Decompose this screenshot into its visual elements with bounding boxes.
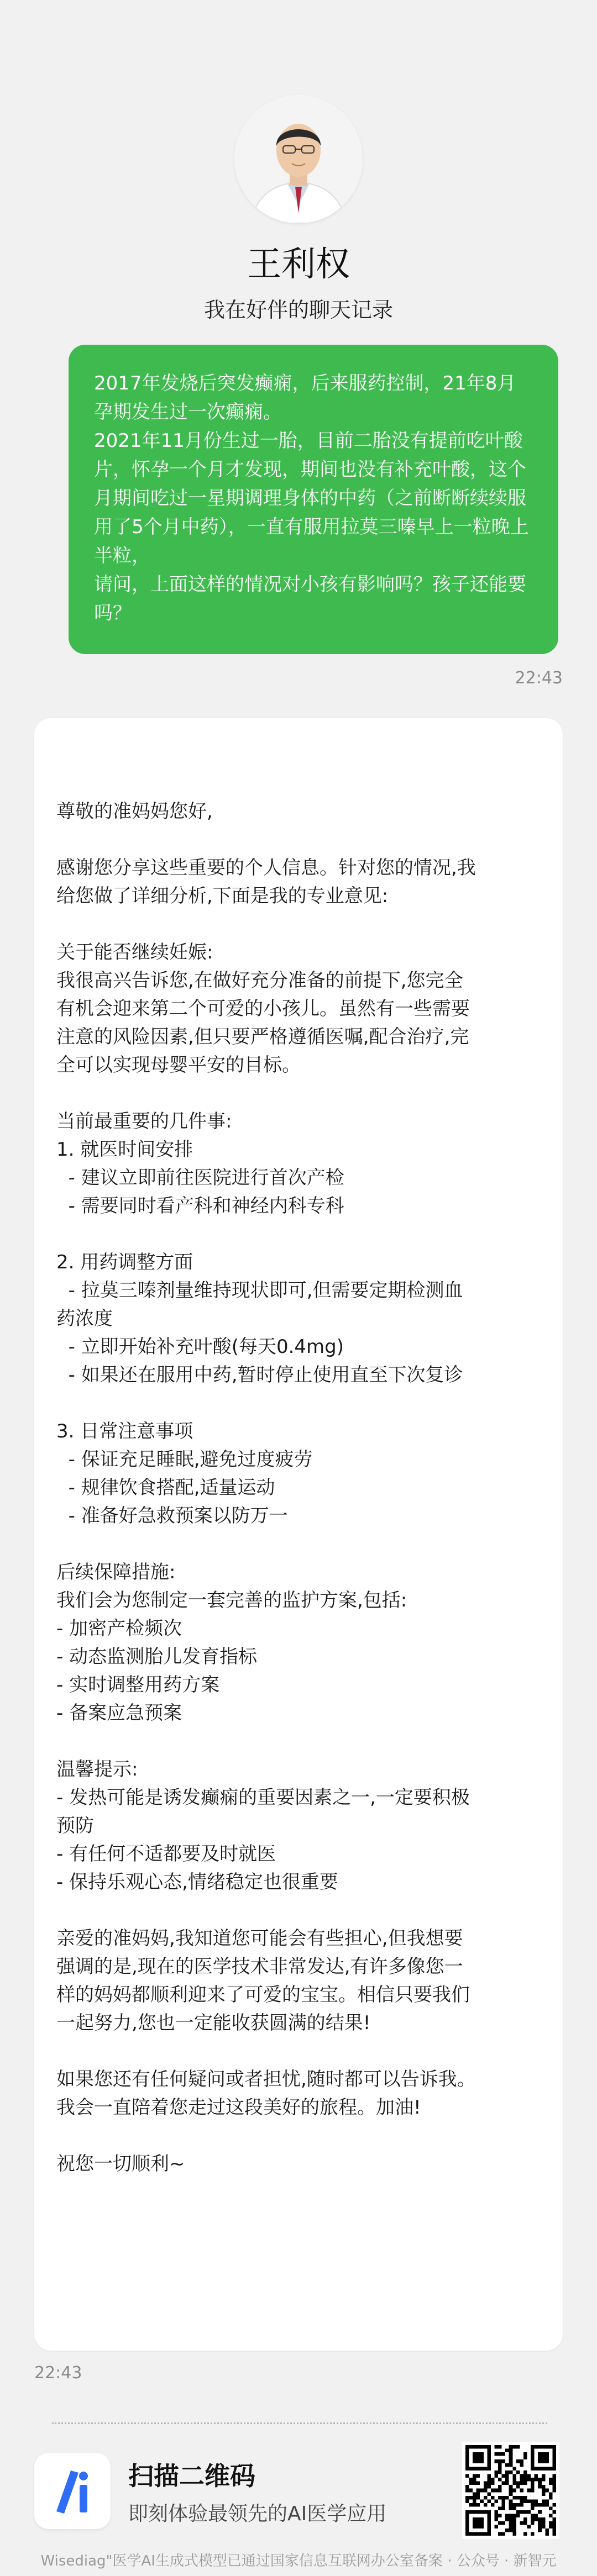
qr-code[interactable] [462,2442,559,2539]
profile-name: 王利权 [247,244,350,284]
assistant-message-line [56,2037,541,2066]
assistant-message-line: 我们会为您制定一套完善的监护方案,包括: [56,1589,407,1611]
assistant-message-line: 给您做了详细分析,下面是我的专业意见: [56,885,389,907]
user-message-time: 22:43 [515,668,563,688]
doctor-portrait-icon [234,95,363,223]
assistant-message-line: 我会一直陪着您走过这段美好的旅程。加油! [56,2096,421,2119]
assistant-message-line: 一起努力,您也一定能收获圆满的结果! [56,2012,371,2034]
assistant-message-line: 如果您还有任何疑问或者担忧,随时都可以告诉我。 [56,2068,476,2090]
assistant-message-line: 后续保障措施: [56,1561,176,1583]
assistant-message-line: 尊敬的准妈妈您好, [56,800,213,823]
user-message-line: 2017年发烧后突发癫痫，后来服药控制，21年8月孕期发生过一次癫痫。 [94,372,516,423]
assistant-message-line: 预防 [56,1815,94,1837]
assistant-message-line: - 立即开始补充叶酸(每天0.4mg) [56,1336,344,1358]
assistant-message-line: 我很高兴告诉您,在做好充分准备的前提下,您完全 [56,970,463,992]
assistant-message-line: - 实时调整用药方案 [56,1674,220,1696]
assistant-message-line: 当前最重要的几件事: [56,1110,232,1132]
wisediag-logo-icon [34,2453,111,2529]
qr-code-icon [465,2445,556,2536]
assistant-message-line: - 备案应急预案 [56,1702,182,1724]
assistant-message-line [56,1530,541,1558]
assistant-message-line: - 需要同时看产科和神经内科专科 [56,1195,344,1217]
assistant-message-line: 注意的风险因素,但只要严格遵循医嘱,配合治疗,完 [56,1026,469,1048]
app-logo[interactable] [34,2453,111,2529]
assistant-message-line: 关于能否继续妊娠: [56,941,213,963]
user-message-bubble [69,345,558,654]
assistant-message-line [56,2122,541,2150]
assistant-message-line: - 建议立即前往医院进行首次产检 [56,1167,344,1189]
assistant-message-line: - 发热可能是诱发癫痫的重要因素之一,一定要积极 [56,1787,470,1809]
assistant-message-line: 强调的是,现在的医学技术非常发达,有许多像您一 [56,1956,463,1978]
assistant-message-line: 3. 日常注意事项 [56,1420,193,1442]
ad-subtitle: 即刻体验最领先的AI医学应用 [128,2503,387,2525]
assistant-message-line: - 加密产检频次 [56,1618,182,1640]
assistant-message-line [56,1389,541,1418]
assistant-message-bubble [34,718,563,2351]
assistant-message-line: - 准备好急救预案以防万一 [56,1505,288,1527]
assistant-message-line: - 如果还在服用中药,暂时停止使用直至下次复诊 [56,1364,463,1386]
assistant-message-time: 22:43 [34,2363,82,2383]
assistant-message-line: - 保证充足睡眠,避免过度疲劳 [56,1448,313,1471]
ad-title: 扫描二维码 [128,2461,255,2491]
assistant-message-line [56,910,541,939]
assistant-message-line: 感谢您分享这些重要的个人信息。针对您的情况,我 [56,857,476,879]
assistant-message-line: 祝您一切顺利~ [56,2153,185,2175]
assistant-message-line: 药浓度 [56,1308,113,1330]
assistant-message-line [56,1897,541,1925]
footer-note: Wisediag"医学AI生成式模型已通过国家信息互联网办公室备案 · 公众号 · 新智元 [40,2553,557,2569]
assistant-message-line: 样的妈妈都顺利迎来了可爱的宝宝。相信只要我们 [56,1984,470,2006]
assistant-message-line: 1. 就医时间安排 [56,1139,193,1161]
assistant-message-line [56,1220,541,1249]
assistant-message-line: - 保持乐观心态,情绪稳定也很重要 [56,1871,338,1893]
assistant-message-line: - 动态监测胎儿发育指标 [56,1646,258,1668]
assistant-message-line [56,826,541,854]
user-message-line: 请问，上面这样的情况对小孩有影响吗？孩子还能要吗？ [94,573,526,624]
assistant-message-line: 有机会迎来第二个可爱的小孩儿。虽然有一些需要 [56,998,470,1020]
assistant-message-line: 温馨提示: [56,1758,138,1780]
assistant-message-line: - 规律饮食搭配,适量运动 [56,1477,275,1499]
assistant-message-line: - 拉莫三嗪剂量维持现状即可,但需要定期检测血 [56,1279,463,1302]
avatar[interactable] [234,95,363,223]
assistant-message-line [56,1727,541,1756]
assistant-message-line [56,1079,541,1108]
divider [52,2422,547,2424]
assistant-message-line: 亲爱的准妈妈,我知道您可能会有些担心,但我想要 [56,1927,463,1950]
assistant-message-line: 全可以实现母婴平安的目标。 [56,1054,301,1076]
user-message-line: 2021年11月份生过一胎，目前二胎没有提前吃叶酸片，怀孕一个月才发现，期间也没有补充叶酸，这个月期间吃过一星期调理身体的中药（之前断断续续服用了5个月中药），一直有服用拉莫三嗪早上一粒晚上半粒， [94,430,529,567]
profile-subtitle: 我在好伴的聊天记录 [203,298,393,322]
assistant-message-line: - 有任何不适都要及时就医 [56,1843,276,1865]
assistant-message-line: 2. 用药调整方面 [56,1251,193,1273]
